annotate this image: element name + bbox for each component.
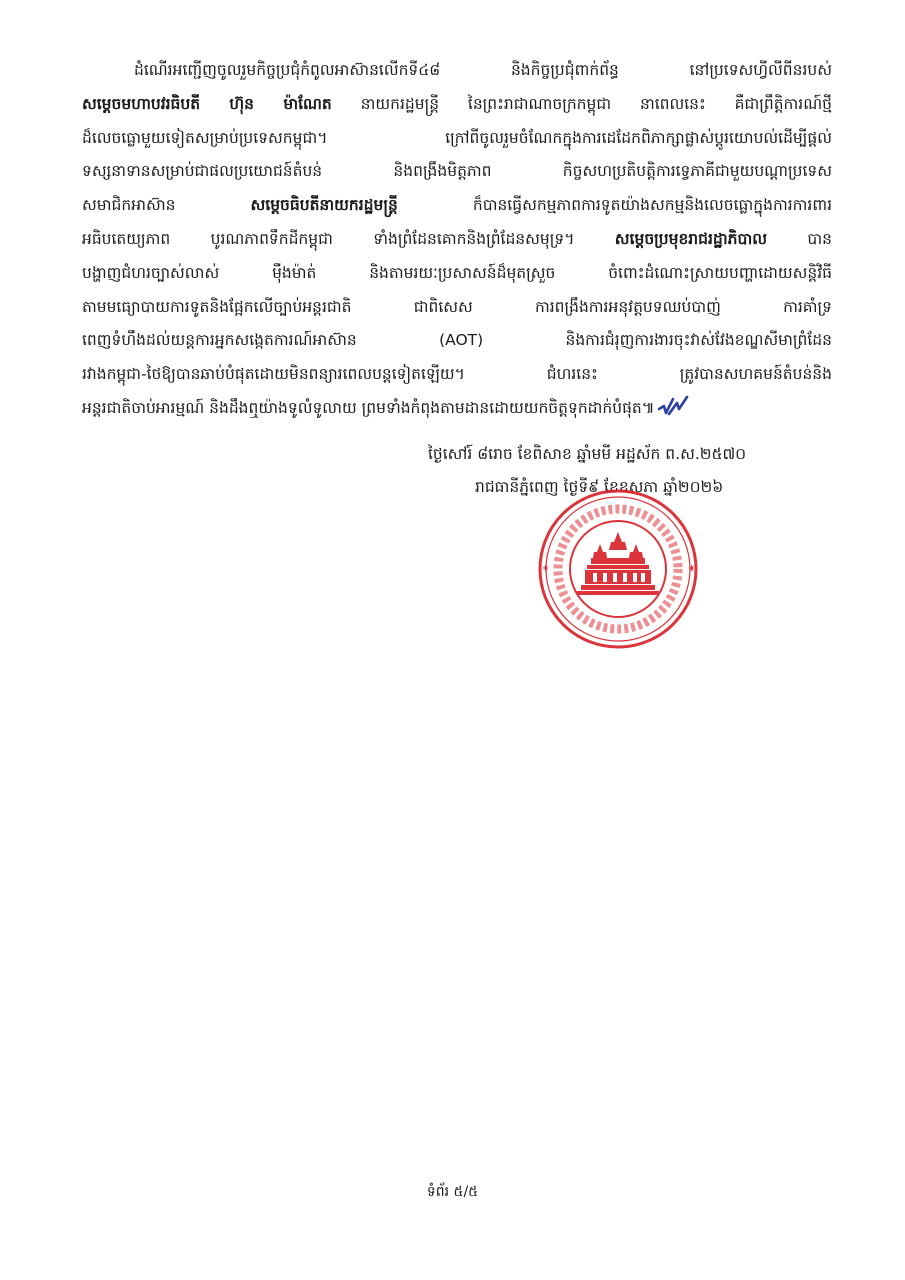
body-line-5 — [82, 189, 832, 223]
body-line-text: សមាជិកអាស៊ាន — [82, 196, 251, 215]
body-line-6 — [82, 223, 832, 257]
body-line-10 — [82, 358, 832, 392]
body-line-text: រវាងកម្ពុជា-ថៃឱ្យបានឆាប់បំផុតដោយមិនពន្យារពេលបន្តទៀតឡើយ។ ជំហរនេះ ត្រូវបានសហគមន៍តំបន់និង — [82, 365, 832, 384]
body-line-text: ទស្សនាទានសម្រាប់ជាផលប្រយោជន៍តំបន់ និងពង្រឹងមិត្តភាព កិច្ចសហប្រតិបត្តិការទ្វេភាគីជាមួយបណ្តាប្រទេស — [82, 162, 832, 181]
body-line-text: ដំណើរអញ្ជើញចូលរួមកិច្ចប្រជុំកំពូលអាស៊ានលើកទី៤៨ និងកិច្ចប្រជុំពាក់ព័ន្ធ នៅប្រទេសហ្វីលីពីនរបស់ — [134, 61, 832, 79]
lunar-date-line: ថ្ងៃសៅរ៍ ៨រោច ខែពិសាខ ឆ្នាំមមី អដ្ឋស័ក ព.ស.២៥៧០ — [428, 445, 747, 463]
letter-body — [82, 54, 832, 426]
body-line-8 — [82, 291, 832, 325]
body-line-text: អធិបតេយ្យភាព បូរណភាពទឹកដីកម្ពុជា ទាំងព្រំដែនគោកនិងព្រំដែនសមុទ្រ។ — [82, 229, 615, 248]
body-line-text: ដ៏លេចធ្លោមួយទៀតសម្រាប់ប្រទេសកម្ពុជា។ ក្រៅពីចូលរួមចំណែកក្នុងការដេដែកពិភាក្សាផ្លាស់ប្តូរយោបល់ដើម្បីផ្តល់ — [82, 128, 832, 147]
body-line-text: នាយករដ្ឋមន្ត្រី នៃព្រះរាជាណាចក្រកម្ពុជា នាពេលនេះ គឺជាព្រឹត្តិការណ៍ថ្មី — [331, 94, 832, 113]
body-line-text: ពេញទំហឹងដល់យន្តការអ្នកសង្កេតការណ៍អាស៊ាន (AOT) និងការជំរុញការងារចុះវាស់វែងខណ្ឌសីមាព្រំដែន — [82, 331, 832, 350]
body-line-text: តាមមធ្យោបាយការទូតនិងផ្អែកលើច្បាប់អន្តរជាតិ ជាពិសេស ការពង្រឹងការអនុវត្តបទឈប់បាញ់ ការគាំទ្រ — [82, 297, 832, 316]
page-number: ទំព័រ ៥/៥ — [426, 1184, 479, 1200]
body-line-text: អន្តរជាតិចាប់អារម្មណ៍ និងដឹងឮយ៉ាងទូលំទូលាយ ព្រមទាំងកំពុងតាមដានដោយយកចិត្តទុកដាក់បំផុត៕ — [82, 398, 655, 417]
body-line-11 — [82, 392, 832, 426]
body-line-text: បាន — [767, 229, 832, 248]
pm-title-bold: សម្តេចធិបតីនាយករដ្ឋមន្ត្រី — [250, 196, 398, 215]
body-line-7 — [82, 257, 832, 291]
place-date-line: រាជធានីភ្នំពេញ ថ្ងៃទី៩ ខែឧសភា ឆ្នាំ២០២៦ — [475, 478, 724, 496]
body-line-text: ក៏បានធ្វើសកម្មភាពការទូតយ៉ាងសកម្មនិងលេចធ្លោក្នុងការការពារ — [397, 196, 832, 215]
body-line-1 — [82, 54, 832, 88]
body-line-4 — [82, 155, 832, 189]
pm-title-bold: សម្តេចមហាបវរធិបតី ហ៊ុន ម៉ាណែត — [82, 94, 332, 113]
handwritten-checkmark-icon — [657, 395, 689, 421]
body-line-2 — [82, 88, 832, 122]
gov-head-bold: សម្តេចប្រមុខរាជរដ្ឋាភិបាល — [614, 229, 767, 248]
body-line-9 — [82, 324, 832, 358]
angkor-wat-seal-icon — [537, 488, 699, 650]
temple-shape — [577, 532, 659, 595]
body-line-text: បង្ហាញជំហរច្បាស់លាស់ ម៉ឺងម៉ាត់ និងតាមរយៈប្រសាសន៍ដ៏មុតស្រួច ចំពោះដំណោះស្រាយបញ្ហាដោយសន្តិវិធី — [82, 263, 832, 282]
body-line-3 — [82, 122, 832, 156]
